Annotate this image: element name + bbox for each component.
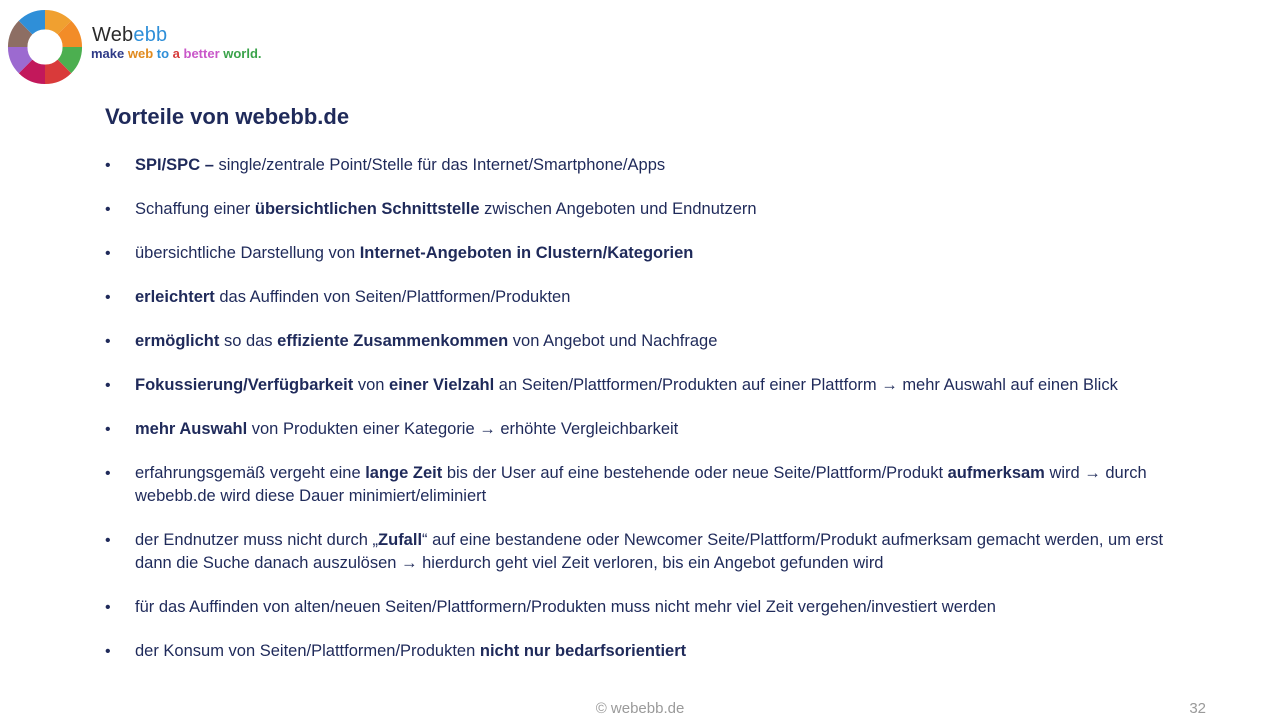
- bullet-bold-text: mehr Auswahl: [135, 420, 248, 438]
- bullet-text: an Seiten/Plattformen/Produkten auf einer Plattform → mehr Auswahl auf einen Blick: [494, 376, 1118, 394]
- logo-tagline: [91, 46, 262, 61]
- bullet-text: single/zentrale Point/Stelle für das Internet/Smartphone/Apps: [218, 156, 666, 174]
- logo-tagline-word: web: [127, 46, 157, 61]
- bullet-bold-text: Internet-Angeboten in Clustern/Kategorien: [359, 244, 694, 262]
- logo-name-part1: Web: [92, 24, 134, 46]
- bullet-text: “ auf eine bestandene oder Newcomer Seite/Plattform/Produkt aufmerksam gemacht werden, um erst dann die Suche danach auszulösen → hierdurch geht viel Zeit verloren, bis ein Angebot gefunden wird: [135, 531, 1164, 572]
- logo-tagline-word: better: [183, 46, 224, 61]
- bullet-bold-text: erleichtert: [135, 288, 215, 306]
- bullet-bold-text: SPI/SPC –: [135, 156, 219, 174]
- bullet-item: [105, 198, 1185, 221]
- bullet-text: so das: [219, 332, 278, 350]
- bullet-item: [105, 596, 1185, 619]
- bullet-text: von Produkten einer Kategorie → erhöhte Vergleichbarkeit: [247, 420, 679, 438]
- bullet-text: das Auffinden von Seiten/Plattformen/Produkten: [214, 288, 571, 306]
- logo-name-part2: ebb: [133, 24, 168, 46]
- bullet-item: [105, 286, 1185, 309]
- bullet-item: [105, 529, 1185, 575]
- bullet-bold-text: übersichtlichen Schnittstelle: [254, 200, 480, 218]
- footer-copyright: © webebb.de: [595, 700, 685, 717]
- logo-tagline-word: to: [156, 46, 173, 61]
- logo-tagline-word: world.: [223, 46, 262, 61]
- bullet-item: [105, 640, 1185, 663]
- bullet-item: [105, 154, 1185, 177]
- logo: [6, 8, 286, 88]
- bullet-text: für das Auffinden von alten/neuen Seiten/Plattformern/Produkten muss nicht mehr viel Zeit vergehen/investiert werden: [135, 598, 996, 616]
- bullet-text: von: [353, 376, 390, 394]
- bullet-bold-text: ermöglicht: [135, 332, 220, 350]
- bullet-item: [105, 374, 1185, 397]
- bullet-text: der Endnutzer muss nicht durch „: [135, 531, 379, 549]
- bullet-text: erfahrungsgemäß vergeht eine: [135, 464, 366, 482]
- bullet-bold-text: einer Vielzahl: [389, 376, 495, 394]
- page-number: 32: [1189, 700, 1206, 717]
- bullet-bold-text: lange Zeit: [365, 464, 443, 482]
- bullet-text: Schaffung einer: [135, 200, 255, 218]
- bullet-bold-text: nicht nur bedarfsorientiert: [479, 642, 687, 660]
- bullet-text: bis der User auf eine bestehende oder neue Seite/Plattform/Produkt: [442, 464, 948, 482]
- bullet-item: [105, 462, 1185, 508]
- logo-tagline-word: make: [91, 46, 128, 61]
- bullet-list: [105, 154, 1185, 684]
- slide-title: Vorteile von webebb.de: [105, 104, 350, 129]
- bullet-text: übersichtliche Darstellung von: [135, 244, 360, 262]
- bullet-bold-text: Fokussierung/Verfügbarkeit: [135, 376, 354, 394]
- bullet-text: von Angebot und Nachfrage: [508, 332, 718, 350]
- bullet-text: wird → durch webebb.de wird diese Dauer minimiert/eliminiert: [135, 464, 1147, 505]
- logo-wheel-icon: [6, 8, 84, 86]
- bullet-bold-text: effiziente Zusammenkommen: [277, 332, 509, 350]
- bullet-bold-text: aufmerksam: [947, 464, 1045, 482]
- logo-tagline-word: a: [172, 46, 184, 61]
- bullet-item: [105, 242, 1185, 265]
- logo-name: [92, 24, 167, 47]
- bullet-text: der Konsum von Seiten/Plattformen/Produkten: [135, 642, 480, 660]
- bullet-text: zwischen Angeboten und Endnutzern: [479, 200, 757, 218]
- bullet-item: [105, 330, 1185, 353]
- bullet-item: [105, 418, 1185, 441]
- bullet-bold-text: Zufall: [378, 531, 423, 549]
